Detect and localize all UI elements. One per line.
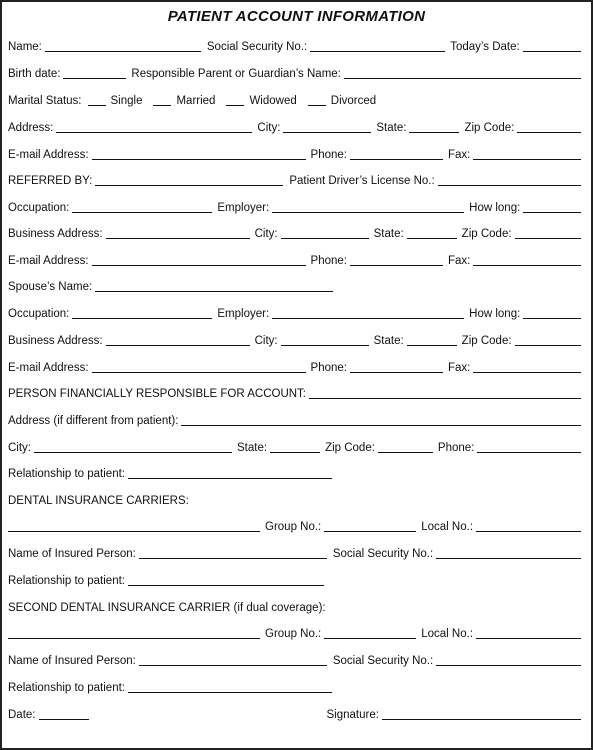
drivers-license-field[interactable] (438, 175, 581, 186)
second-insurance-carrier-field[interactable] (8, 628, 260, 639)
zip-label: Zip Code: (464, 122, 515, 134)
row-marital-status (8, 90, 583, 108)
spouse-occupation-field[interactable] (72, 308, 212, 319)
row-referred-by (8, 170, 583, 188)
occupation-field[interactable] (72, 202, 212, 213)
address-label: Address: (8, 122, 54, 134)
business-zip-label: Zip Code: (461, 228, 512, 240)
second-group-number-field[interactable] (324, 628, 416, 639)
responsible-zip-label: Zip Code: (325, 442, 375, 454)
row-spouse-email (8, 357, 583, 375)
business-address-label: Business Address: (8, 228, 103, 240)
spouse-how-long-label: How long: (469, 308, 521, 320)
married-label: Married (176, 95, 216, 107)
business-fax-field[interactable] (473, 255, 581, 266)
spouse-occupation-label: Occupation: (8, 308, 70, 320)
spouse-state-label: State: (373, 335, 404, 347)
row-insurance-carrier (8, 516, 583, 534)
phone-field[interactable] (350, 149, 443, 160)
zip-field[interactable] (517, 122, 581, 133)
insured-ssn-label: Social Security No.: (332, 548, 434, 560)
insurance-carrier-field[interactable] (8, 521, 260, 532)
row-date-signature (8, 704, 583, 722)
responsible-state-label: State: (237, 442, 268, 454)
responsible-phone-label: Phone: (437, 442, 475, 454)
responsible-state-field[interactable] (270, 442, 320, 453)
employer-label: Employer: (217, 202, 270, 214)
business-phone-label: Phone: (310, 255, 347, 267)
second-local-number-field[interactable] (476, 628, 581, 639)
row-business-address (8, 223, 583, 241)
second-insured-ssn-field[interactable] (436, 655, 581, 666)
row-insurance-heading (8, 490, 583, 508)
spouse-name-label: Spouse’s Name: (8, 281, 93, 293)
business-address-field[interactable] (106, 228, 250, 239)
responsible-zip-field[interactable] (378, 442, 433, 453)
responsible-name-field[interactable] (309, 388, 581, 399)
spouse-city-field[interactable] (281, 335, 369, 346)
spouse-how-long-field[interactable] (523, 308, 581, 319)
referred-by-field[interactable] (95, 175, 283, 186)
todays-date-label: Today’s Date: (450, 41, 520, 53)
row-occupation (8, 197, 583, 215)
ssn-field[interactable] (310, 41, 445, 52)
name-label: Name: (8, 41, 42, 53)
local-number-label: Local No.: (421, 521, 474, 533)
business-email-label: E-mail Address: (8, 255, 89, 267)
how-long-label: How long: (469, 202, 521, 214)
spouse-name-field[interactable] (95, 281, 333, 292)
row-second-insured-person (8, 650, 583, 668)
insurance-relationship-label: Relationship to patient: (8, 575, 125, 587)
responsible-heading-label: PERSON FINANCIALLY RESPONSIBLE FOR ACCOUNT: (8, 388, 307, 400)
widowed-label: Widowed (249, 95, 297, 107)
row-responsible-relationship (8, 463, 583, 481)
row-spouse-occupation (8, 303, 583, 321)
insured-ssn-field[interactable] (436, 548, 581, 559)
responsible-relationship-field[interactable] (128, 468, 332, 479)
group-number-label: Group No.: (265, 521, 322, 533)
second-group-number-label: Group No.: (265, 628, 322, 640)
insurance-heading-label: DENTAL INSURANCE CARRIERS: (8, 495, 189, 507)
fax-label: Fax: (447, 149, 471, 161)
business-email-field[interactable] (92, 255, 306, 266)
spouse-business-address-label: Business Address: (8, 335, 103, 347)
date-label: Date: (8, 709, 36, 721)
email-label: E-mail Address: (8, 149, 89, 161)
guardian-field[interactable] (344, 68, 581, 79)
second-insurance-relationship-field[interactable] (128, 682, 332, 693)
spouse-zip-field[interactable] (515, 335, 581, 346)
second-local-number-label: Local No.: (421, 628, 474, 640)
business-phone-field[interactable] (350, 255, 443, 266)
spouse-email-field[interactable] (92, 362, 306, 373)
name-field[interactable] (45, 41, 201, 52)
spouse-phone-label: Phone: (310, 362, 347, 374)
divorced-label: Divorced (330, 95, 377, 107)
drivers-license-label: Patient Driver’s License No.: (289, 175, 435, 187)
spouse-zip-label: Zip Code: (461, 335, 512, 347)
spouse-business-address-field[interactable] (106, 335, 250, 346)
spouse-email-label: E-mail Address: (8, 362, 89, 374)
state-label: State: (376, 122, 407, 134)
spouse-fax-label: Fax: (447, 362, 471, 374)
birth-date-field[interactable] (63, 68, 126, 79)
row-business-email (8, 250, 583, 268)
second-insured-person-field[interactable] (139, 655, 327, 666)
responsible-city-field[interactable] (34, 442, 232, 453)
divorced-checkbox[interactable] (308, 95, 326, 106)
row-birth-date (8, 63, 583, 81)
insurance-relationship-field[interactable] (128, 575, 324, 586)
row-insurance-relationship (8, 570, 583, 588)
widowed-checkbox[interactable] (226, 95, 244, 106)
responsible-address-field[interactable] (181, 415, 581, 426)
todays-date-field[interactable] (523, 41, 581, 52)
business-state-field[interactable] (407, 228, 457, 239)
business-city-label: City: (254, 228, 278, 240)
state-field[interactable] (409, 122, 459, 133)
row-responsible-city (8, 437, 583, 455)
responsible-address-label: Address (if different from patient): (8, 415, 179, 427)
row-second-insurance-heading (8, 597, 583, 615)
row-second-insurance-relationship (8, 677, 583, 695)
second-insurance-heading-label: SECOND DENTAL INSURANCE CARRIER (if dual coverage): (8, 602, 326, 614)
responsible-phone-field[interactable] (477, 442, 581, 453)
spouse-employer-label: Employer: (217, 308, 270, 320)
row-responsible-heading (8, 383, 583, 401)
single-label: Single (110, 95, 143, 107)
guardian-label: Responsible Parent or Guardian’s Name: (131, 68, 341, 80)
referred-by-label: REFERRED BY: (8, 175, 93, 187)
fax-field[interactable] (473, 149, 581, 160)
business-zip-field[interactable] (515, 228, 581, 239)
insured-person-label: Name of Insured Person: (8, 548, 136, 560)
row-name (8, 36, 583, 54)
spouse-fax-field[interactable] (473, 362, 581, 373)
signature-label: Signature: (326, 709, 379, 721)
local-number-field[interactable] (476, 521, 581, 532)
responsible-relationship-label: Relationship to patient: (8, 468, 125, 480)
second-insured-ssn-label: Social Security No.: (332, 655, 434, 667)
date-field[interactable] (39, 709, 89, 720)
city-label: City: (257, 122, 281, 134)
married-checkbox[interactable] (153, 95, 171, 106)
group-number-field[interactable] (324, 521, 416, 532)
birth-date-label: Birth date: (8, 68, 61, 80)
row-spouse-name (8, 276, 583, 294)
single-checkbox[interactable] (88, 95, 106, 106)
ssn-label: Social Security No.: (206, 41, 308, 53)
business-fax-label: Fax: (447, 255, 471, 267)
row-address (8, 117, 583, 135)
row-responsible-address (8, 410, 583, 428)
row-insured-person (8, 543, 583, 561)
form-title: PATIENT ACCOUNT INFORMATION (167, 8, 426, 25)
email-field[interactable] (92, 149, 306, 160)
employer-field[interactable] (272, 202, 464, 213)
responsible-city-label: City: (8, 442, 31, 454)
row-second-insurance-carrier (8, 623, 583, 641)
second-insured-person-label: Name of Insured Person: (8, 655, 136, 667)
row-email (8, 144, 583, 162)
row-spouse-business-address (8, 330, 583, 348)
second-insurance-relationship-label: Relationship to patient: (8, 682, 125, 694)
spouse-city-label: City: (254, 335, 278, 347)
occupation-label: Occupation: (8, 202, 70, 214)
address-field[interactable] (56, 122, 252, 133)
how-long-field[interactable] (523, 202, 581, 213)
signature-field[interactable] (382, 709, 581, 720)
spouse-phone-field[interactable] (350, 362, 443, 373)
marital-status-label: Marital Status: (8, 95, 82, 107)
insured-person-field[interactable] (139, 548, 327, 559)
phone-label: Phone: (310, 149, 347, 161)
spouse-employer-field[interactable] (272, 308, 464, 319)
business-state-label: State: (373, 228, 404, 240)
spouse-state-field[interactable] (407, 335, 457, 346)
city-field[interactable] (283, 122, 371, 133)
business-city-field[interactable] (281, 228, 369, 239)
